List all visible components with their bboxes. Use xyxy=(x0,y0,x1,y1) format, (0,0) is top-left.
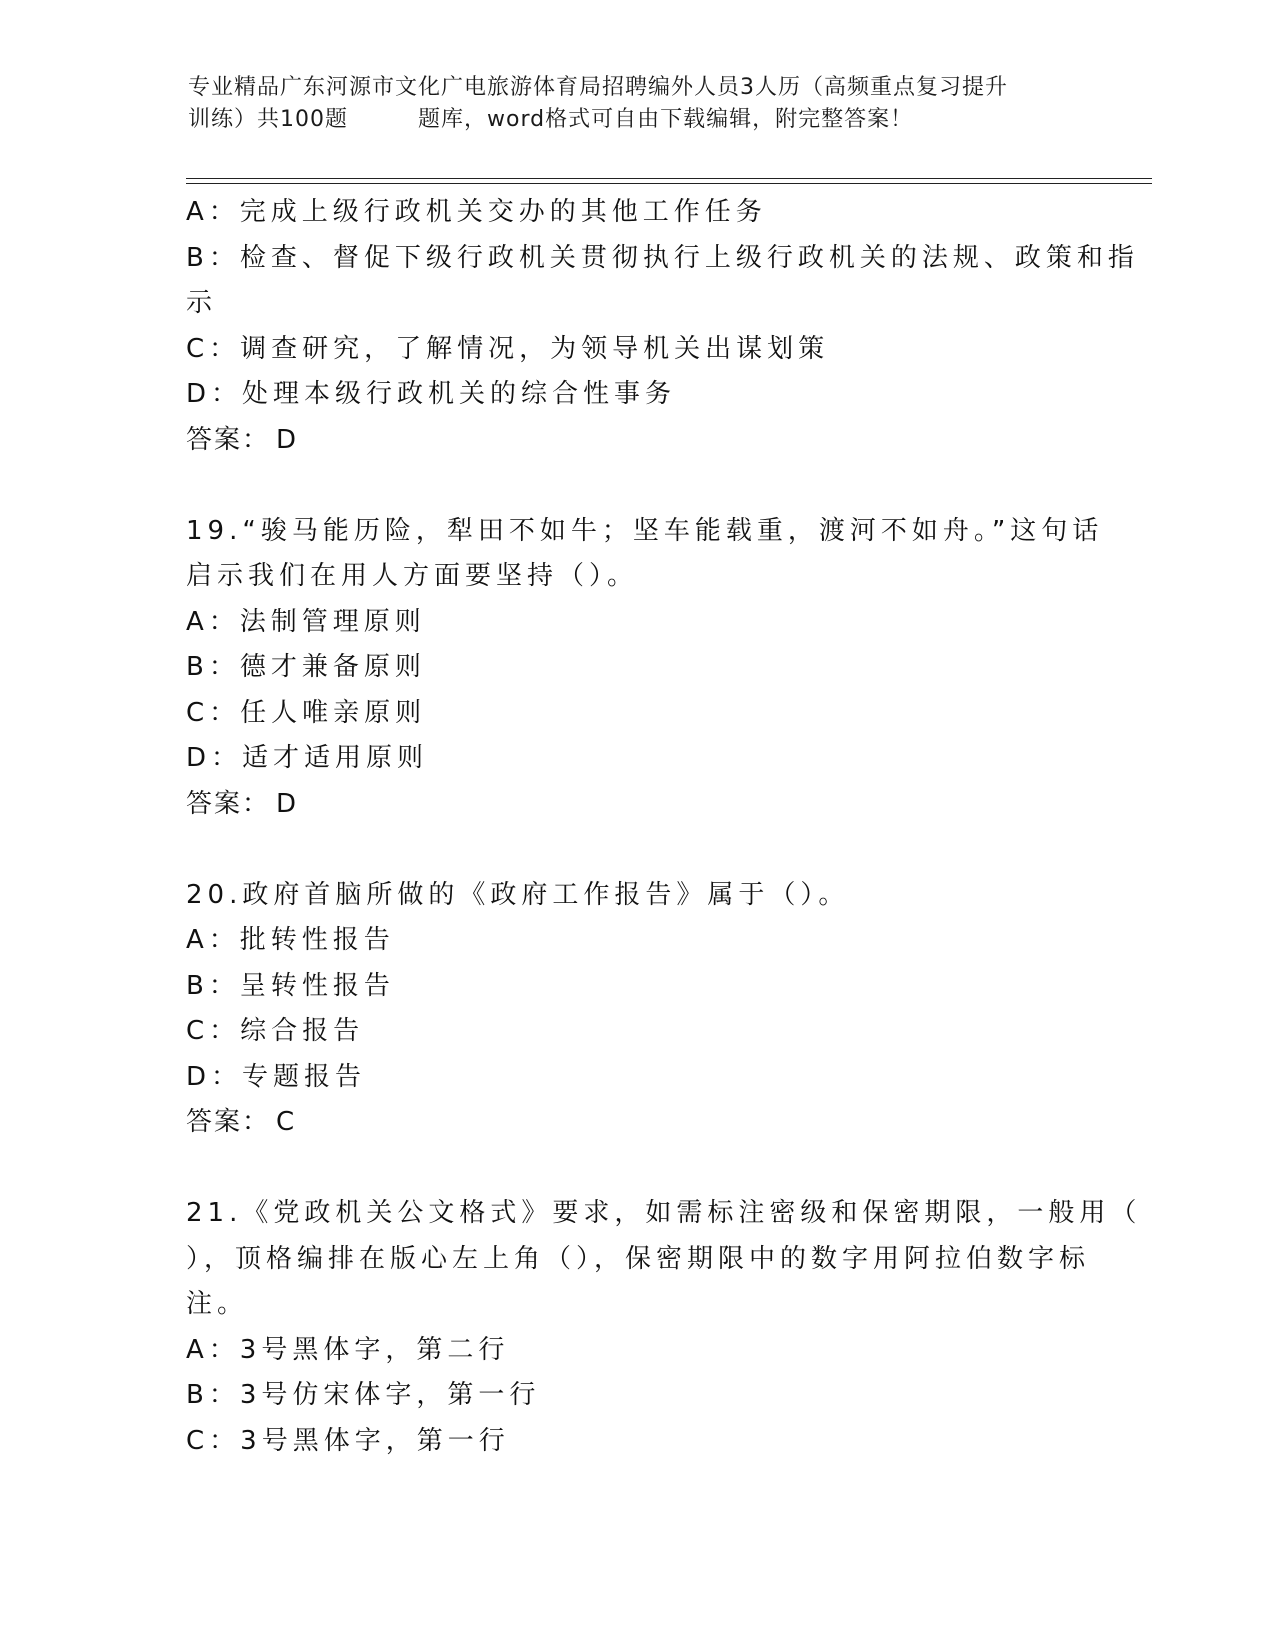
question-20-option-d: D：专题报告 xyxy=(186,1061,367,1092)
question-21-option-c: C：3号黑体字，第一行 xyxy=(186,1425,510,1456)
header-title-line-2 xyxy=(188,104,1088,136)
question-19-stem-line-1: 19.“骏马能历险，犁田不如牛；坚车能载重，渡河不如舟。”这句话 xyxy=(186,515,1104,546)
question-21-stem-line-1: 21.《党政机关公文格式》要求，如需标注密级和保密期限，一般用（ xyxy=(186,1198,1142,1228)
answer-value: C xyxy=(276,1107,295,1137)
answer-value: D xyxy=(276,424,297,455)
header-title-line-1: 专业精品广东河源市文化广电旅游体育局招聘编外人员3人历（高频重点复习提升 xyxy=(188,75,1008,100)
question-20-stem-line-1: 20.政府首脑所做的《政府工作报告》属于（）。 xyxy=(186,879,850,910)
answer-label: 答案： xyxy=(186,1107,271,1137)
question-19-option-a: A：法制管理原则 xyxy=(186,606,426,637)
question-18 xyxy=(186,190,1139,463)
question-18-option-c: C：调查研究，了解情况，为领导机关出谋划策 xyxy=(186,333,830,364)
question-20-option-c: C：综合报告 xyxy=(186,1016,365,1046)
question-21-stem-line-3: 注。 xyxy=(186,1289,249,1319)
question-21-option-b: B：3号仿宋体字，第一行 xyxy=(186,1380,541,1410)
document-header xyxy=(188,72,1088,136)
answer-value: D xyxy=(276,788,297,819)
question-20-option-b: B：呈转性报告 xyxy=(186,970,395,1001)
question-19-option-c: C：任人唯亲原则 xyxy=(186,697,427,728)
header-divider-top xyxy=(186,178,1152,179)
header-title-line-2-part-2: 题库，word格式可自由下载编辑，附完整答案！ xyxy=(418,107,914,132)
question-19-stem-line-2: 启示我们在用人方面要坚持（）。 xyxy=(186,561,639,591)
header-title-line-2-part-1: 训练）共100题 xyxy=(188,107,348,132)
question-18-option-d: D：处理本级行政机关的综合性事务 xyxy=(186,379,677,409)
question-19-answer xyxy=(186,782,1086,828)
question-21-stem-line-2: ），顶格编排在版心左上角（），保密期限中的数字用阿拉伯数字标 xyxy=(186,1243,1091,1274)
question-18-answer xyxy=(186,418,1086,464)
question-20 xyxy=(186,873,1086,1146)
answer-label: 答案： xyxy=(186,788,271,819)
header-divider-bottom xyxy=(186,183,1152,184)
question-18-option-b-line-1: B：检查、督促下级行政机关贯彻执行上级行政机关的法规、政策和指 xyxy=(186,242,1139,273)
question-21-option-a: A：3号黑体字，第二行 xyxy=(186,1334,510,1365)
question-18-option-b-line-2: 示 xyxy=(186,288,218,318)
question-19-option-b: B：德才兼备原则 xyxy=(186,652,426,682)
question-20-option-a: A：批转性报告 xyxy=(186,925,395,955)
question-20-answer xyxy=(186,1100,1086,1146)
document-body xyxy=(186,190,1142,1464)
answer-label: 答案： xyxy=(186,424,271,455)
question-21 xyxy=(186,1191,1142,1464)
question-18-option-a: A：完成上级行政机关交办的其他工作任务 xyxy=(186,197,767,227)
question-19-option-d: D：适才适用原则 xyxy=(186,743,429,773)
question-19 xyxy=(186,509,1104,828)
